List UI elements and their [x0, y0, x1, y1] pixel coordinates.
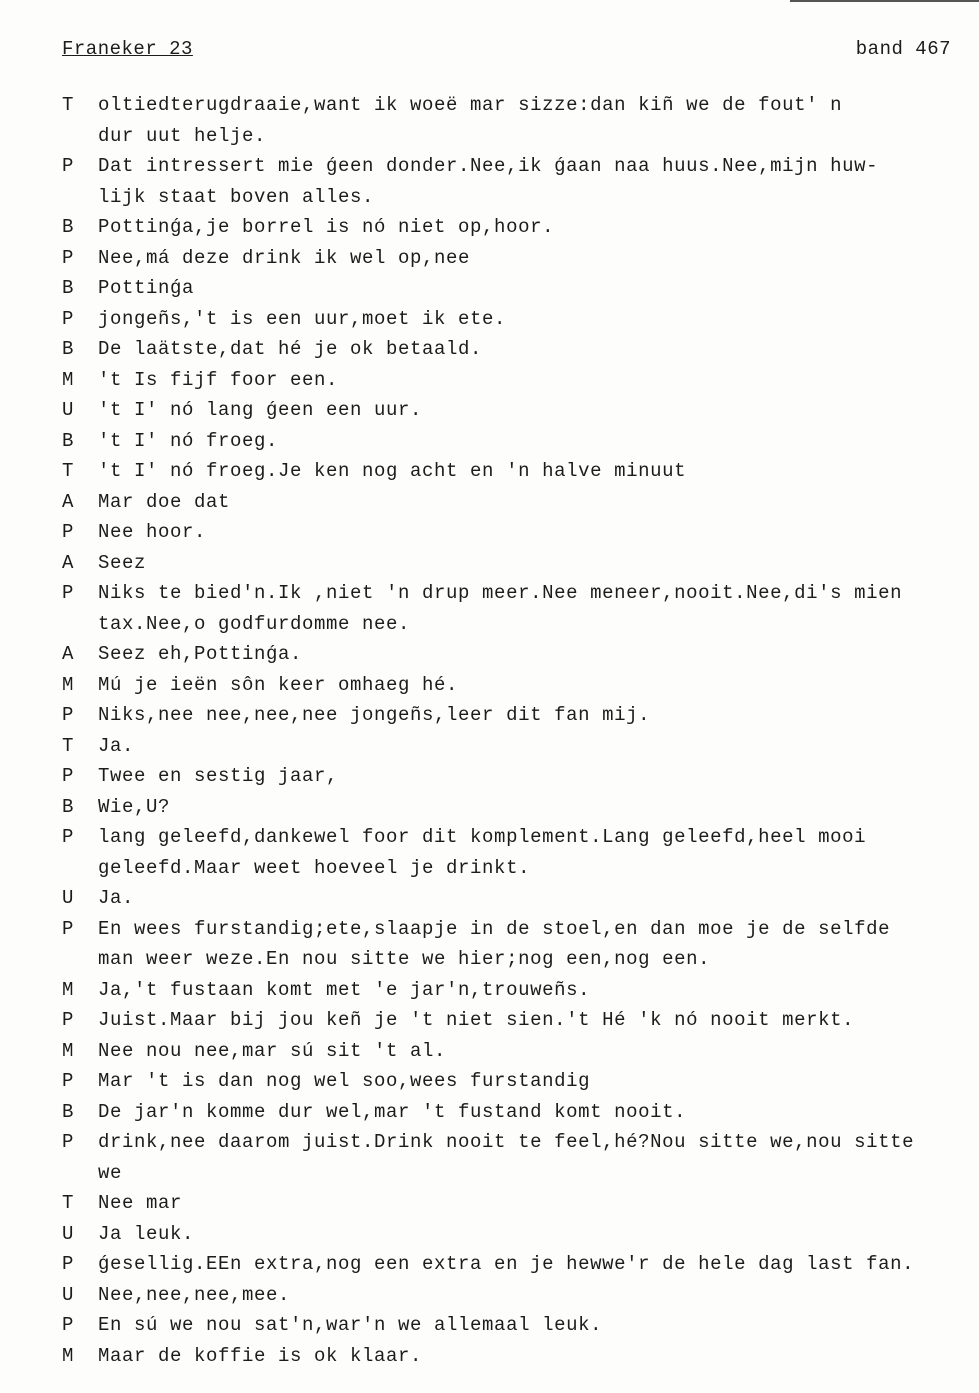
transcript-line [62, 456, 952, 487]
speaker-label: B [62, 429, 75, 452]
utterance-text: Nee,má deze drink ik wel op,nee [98, 246, 471, 269]
transcript-line [62, 1036, 952, 1067]
transcript-line [62, 914, 952, 975]
transcript-line [62, 1310, 952, 1341]
speaker-label: T [62, 94, 75, 116]
utterance-text: oltiedterugdraaie,want ik woeë mar sizze:dan kiñ we de fout' n dur uut helje. [98, 94, 843, 147]
speaker-label: M [62, 1039, 75, 1062]
utterance-text: Dat intressert mie ǵeen donder.Nee,ik ǵaan naa huus.Nee,mijn huw- lijk staat boven alles. [98, 155, 879, 208]
utterance-text: En sú we nou sat'n,war'n we allemaal leuk. [98, 1314, 603, 1336]
transcript-line [62, 883, 952, 914]
utterance-text: Pottinǵa [98, 277, 195, 299]
utterance-text: Wie,U? [98, 795, 171, 818]
transcript-line [62, 1341, 952, 1372]
speaker-label: P [62, 704, 75, 726]
transcript-line [62, 670, 952, 701]
speaker-label: B [62, 277, 75, 299]
band-number: band 467 [855, 38, 951, 60]
transcript-line [62, 365, 952, 396]
transcript-line [62, 792, 952, 823]
transcript-line [62, 212, 952, 243]
transcript-line [62, 426, 952, 457]
utterance-text: Niks,nee nee,nee,nee jongeñs,leer dit fan mij. [98, 704, 651, 726]
speaker-label: P [62, 307, 75, 330]
top-border-line [790, 0, 979, 2]
transcript-line [62, 822, 952, 883]
utterance-text: 't I' nó froeg. [98, 429, 279, 452]
utterance-text: Ja. [98, 887, 135, 909]
transcript-line [62, 578, 952, 639]
speaker-label: P [62, 1070, 75, 1092]
transcript-line [62, 548, 952, 579]
transcript-line [62, 1188, 952, 1219]
speaker-label: B [62, 338, 75, 360]
transcript-line [62, 243, 952, 274]
speaker-label: B [62, 1100, 75, 1123]
speaker-label: M [62, 1344, 75, 1367]
transcript-line [62, 1249, 952, 1280]
page-title: Franeker 23 [62, 38, 193, 60]
utterance-text: Ja,'t fustaan komt met 'e jar'n,trouweñs. [98, 978, 591, 1001]
transcript-line [62, 1219, 952, 1250]
speaker-label: M [62, 368, 75, 391]
transcript-line [62, 273, 952, 304]
utterance-text: 't Is fijf foor een. [98, 368, 339, 391]
speaker-label: M [62, 978, 75, 1001]
page-header [62, 38, 951, 60]
transcript-line [62, 639, 952, 670]
utterance-text: Nee hoor. [98, 521, 207, 543]
utterance-text: 't I' nó lang ǵeen een uur. [98, 399, 423, 421]
utterance-text: Pottinǵa,je borrel is nó niet op,hoor. [98, 216, 555, 238]
utterance-text: drink,nee daarom juist.Drink nooit te feel,hé?Nou sitte we,nou sitte we [98, 1131, 915, 1184]
transcript-line [62, 517, 952, 548]
transcript-line [62, 395, 952, 426]
utterance-text: Mar doe dat [98, 490, 231, 513]
speaker-label: P [62, 1253, 75, 1275]
transcript-line [62, 151, 952, 212]
utterance-text: De laätste,dat hé je ok betaald. [98, 338, 483, 360]
transcript-line [62, 731, 952, 762]
speaker-label: P [62, 155, 75, 177]
transcript-line [62, 334, 952, 365]
transcript-line [62, 1066, 952, 1097]
transcript-line [62, 700, 952, 731]
speaker-label: P [62, 521, 75, 543]
speaker-label: P [62, 826, 75, 848]
transcript-line [62, 304, 952, 335]
transcript-line [62, 1127, 952, 1188]
transcript-line [62, 1097, 952, 1128]
utterance-text: Mar 't is dan nog wel soo,wees furstandig [98, 1070, 591, 1092]
utterance-text: De jar'n komme dur wel,mar 't fustand komt nooit. [98, 1100, 687, 1123]
utterance-text: Seez eh,Pottinǵa. [98, 643, 303, 665]
utterance-text: Mú je ieën sôn keer omhaeg hé. [98, 673, 459, 696]
transcript-line [62, 1005, 952, 1036]
speaker-label: U [62, 887, 75, 909]
speaker-label: P [62, 1009, 75, 1031]
utterance-text: Nee nou nee,mar sú sit 't al. [98, 1039, 447, 1062]
speaker-label: P [62, 765, 75, 787]
speaker-label: A [62, 551, 75, 574]
utterance-text: Nee,nee,nee,mee. [98, 1283, 291, 1306]
utterance-text: ǵesellig.EEn extra,nog een extra en je hewwe'r de hele dag last fan. [98, 1253, 915, 1275]
speaker-label: U [62, 399, 75, 421]
utterance-text: Seez [98, 551, 147, 574]
speaker-label: P [62, 1314, 75, 1336]
transcript-line [62, 487, 952, 518]
utterance-text: Ja. [98, 734, 135, 757]
speaker-label: U [62, 1283, 75, 1306]
transcript-line [62, 90, 952, 151]
speaker-label: A [62, 643, 75, 665]
utterance-text: lang geleefd,dankewel foor dit komplement.Lang geleefd,heel mooi geleefd.Maar weet hoeveel je drinkt. [98, 826, 867, 879]
speaker-label: T [62, 734, 75, 757]
utterance-text: jongeñs,'t is een uur,moet ik ete. [98, 307, 507, 330]
speaker-label: B [62, 216, 75, 238]
speaker-label: P [62, 917, 75, 940]
utterance-text: 't I' nó froeg.Je ken nog acht en 'n halve minuut [98, 460, 687, 482]
utterance-text: Nee mar [98, 1192, 183, 1214]
speaker-label: P [62, 246, 75, 269]
speaker-label: U [62, 1222, 75, 1245]
transcript [62, 90, 952, 1371]
utterance-text: En wees furstandig;ete,slaapje in de stoel,en dan moe je de selfde man weer weze.En nou sitte we hier;nog een,nog een. [98, 917, 891, 970]
utterance-text: Niks te bied'n.Ik ,niet 'n drup meer.Nee meneer,nooit.Nee,di's mien tax.Nee,o godfurdomme nee. [98, 582, 903, 635]
utterance-text: Juist.Maar bij jou keñ je 't niet sien.'t Hé 'k nó nooit merkt. [98, 1009, 855, 1031]
speaker-label: B [62, 795, 75, 818]
speaker-label: P [62, 1131, 75, 1153]
transcript-line [62, 761, 952, 792]
transcript-line [62, 975, 952, 1006]
speaker-label: A [62, 490, 75, 513]
speaker-label: T [62, 460, 75, 482]
transcript-line [62, 1280, 952, 1311]
utterance-text: Twee en sestig jaar, [98, 765, 339, 787]
speaker-label: M [62, 673, 75, 696]
speaker-label: P [62, 582, 75, 604]
utterance-text: Maar de koffie is ok klaar. [98, 1344, 423, 1367]
utterance-text: Ja leuk. [98, 1222, 195, 1245]
speaker-label: T [62, 1192, 75, 1214]
